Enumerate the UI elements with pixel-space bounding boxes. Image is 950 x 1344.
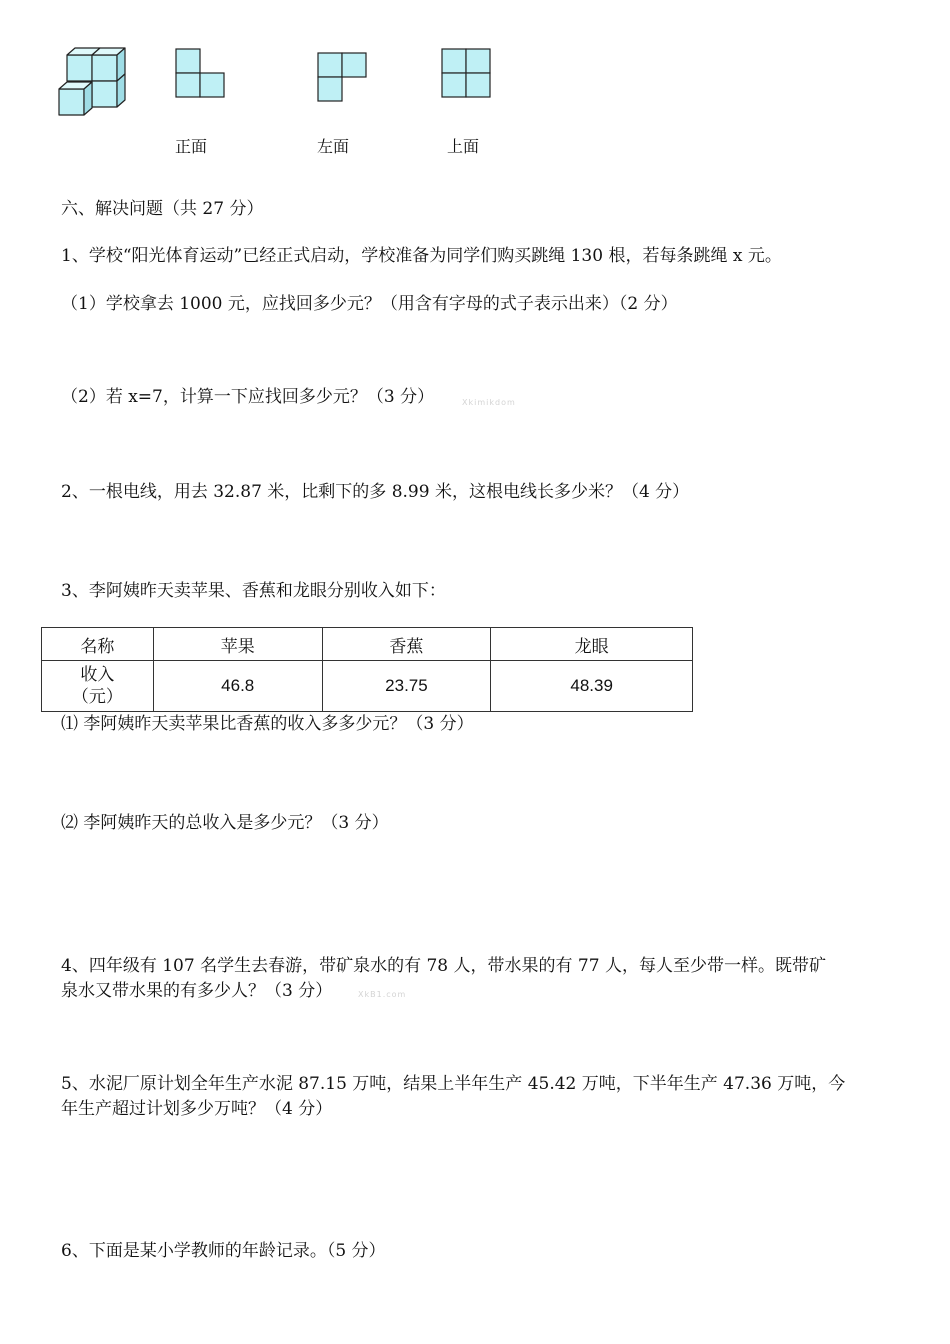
view-square <box>176 49 200 73</box>
view-square <box>442 49 466 73</box>
front-view-figure <box>175 48 225 98</box>
income-table <box>41 627 693 712</box>
cube-stack-figure <box>55 45 133 120</box>
top-view-label: 上面 <box>447 137 480 156</box>
row-label-line: （元） <box>71 687 123 707</box>
front-view-label: 正面 <box>175 137 208 156</box>
table-header-cell: 苹果 <box>153 628 322 661</box>
section-title: 六、解决问题（共 27 分） <box>61 199 264 219</box>
left-view-label: 左面 <box>317 137 350 156</box>
watermark-text: XkB1.com <box>358 990 407 999</box>
question-2-text: 2、一根电线，用去 32.87 米，比剩下的多 8.99 米，这根电线长多少米？（4 分） <box>61 482 690 502</box>
income-table-value-row <box>42 661 693 712</box>
question-5-line-1: 5、水泥厂原计划全年生产水泥 87.15 万吨，结果上半年生产 45.42 万吨，下半年生产 47.36 万吨，今 <box>61 1074 846 1094</box>
view-square <box>318 77 342 101</box>
view-square <box>466 49 490 73</box>
question-3-part-1: ⑴ 李阿姨昨天卖苹果比香蕉的收入多多少元？（3 分） <box>61 714 474 734</box>
question-1-part-2: （2）若 x=7，计算一下应找回多少元？（3 分） <box>61 387 435 407</box>
view-square <box>342 53 366 77</box>
view-square <box>176 73 200 97</box>
income-table-header-row <box>42 628 693 661</box>
cube-face <box>92 55 117 81</box>
view-square <box>466 73 490 97</box>
table-value-cell: 23.75 <box>322 661 491 712</box>
question-5-line-2: 年生产超过计划多少万吨？（4 分） <box>61 1099 333 1119</box>
view-square <box>318 53 342 77</box>
question-3-part-2: ⑵ 李阿姨昨天的总收入是多少元？（3 分） <box>61 813 389 833</box>
question-1-part-1: （1）学校拿去 1000 元，应找回多少元？（用含有字母的式子表示出来）（2 分） <box>61 294 678 314</box>
view-square <box>442 73 466 97</box>
table-header-cell: 名称 <box>42 628 154 661</box>
table-value-cell: 46.8 <box>153 661 322 712</box>
question-4-line-2: 泉水又带水果的有多少人？（3 分） <box>61 981 333 1001</box>
watermark-text: Xkimikdom <box>462 398 516 407</box>
row-label-line: 收入 <box>80 665 115 685</box>
question-6-text: 6、下面是某小学教师的年龄记录。（5 分） <box>61 1241 386 1261</box>
view-square <box>200 73 224 97</box>
cube-face <box>92 81 117 107</box>
question-4-line-1: 4、四年级有 107 名学生去春游，带矿泉水的有 78 人，带水果的有 77 人，每人至少带一样。既带矿 <box>61 956 826 976</box>
question-3-text: 3、李阿姨昨天卖苹果、香蕉和龙眼分别收入如下： <box>61 581 446 601</box>
cube-stack-faces <box>59 48 125 115</box>
question-1-text: 1、学校“阳光体育运动”已经正式启动，学校准备为同学们购买跳绳 130 根，若每条跳绳 x 元。 <box>61 246 782 266</box>
cube-face <box>67 55 92 81</box>
table-header-cell: 龙眼 <box>491 628 693 661</box>
cube-face <box>59 89 84 115</box>
left-view-figure <box>317 52 367 102</box>
table-row-label-cell <box>42 661 154 712</box>
table-header-cell: 香蕉 <box>322 628 491 661</box>
top-view-figure <box>441 48 491 98</box>
table-value-cell: 48.39 <box>491 661 693 712</box>
